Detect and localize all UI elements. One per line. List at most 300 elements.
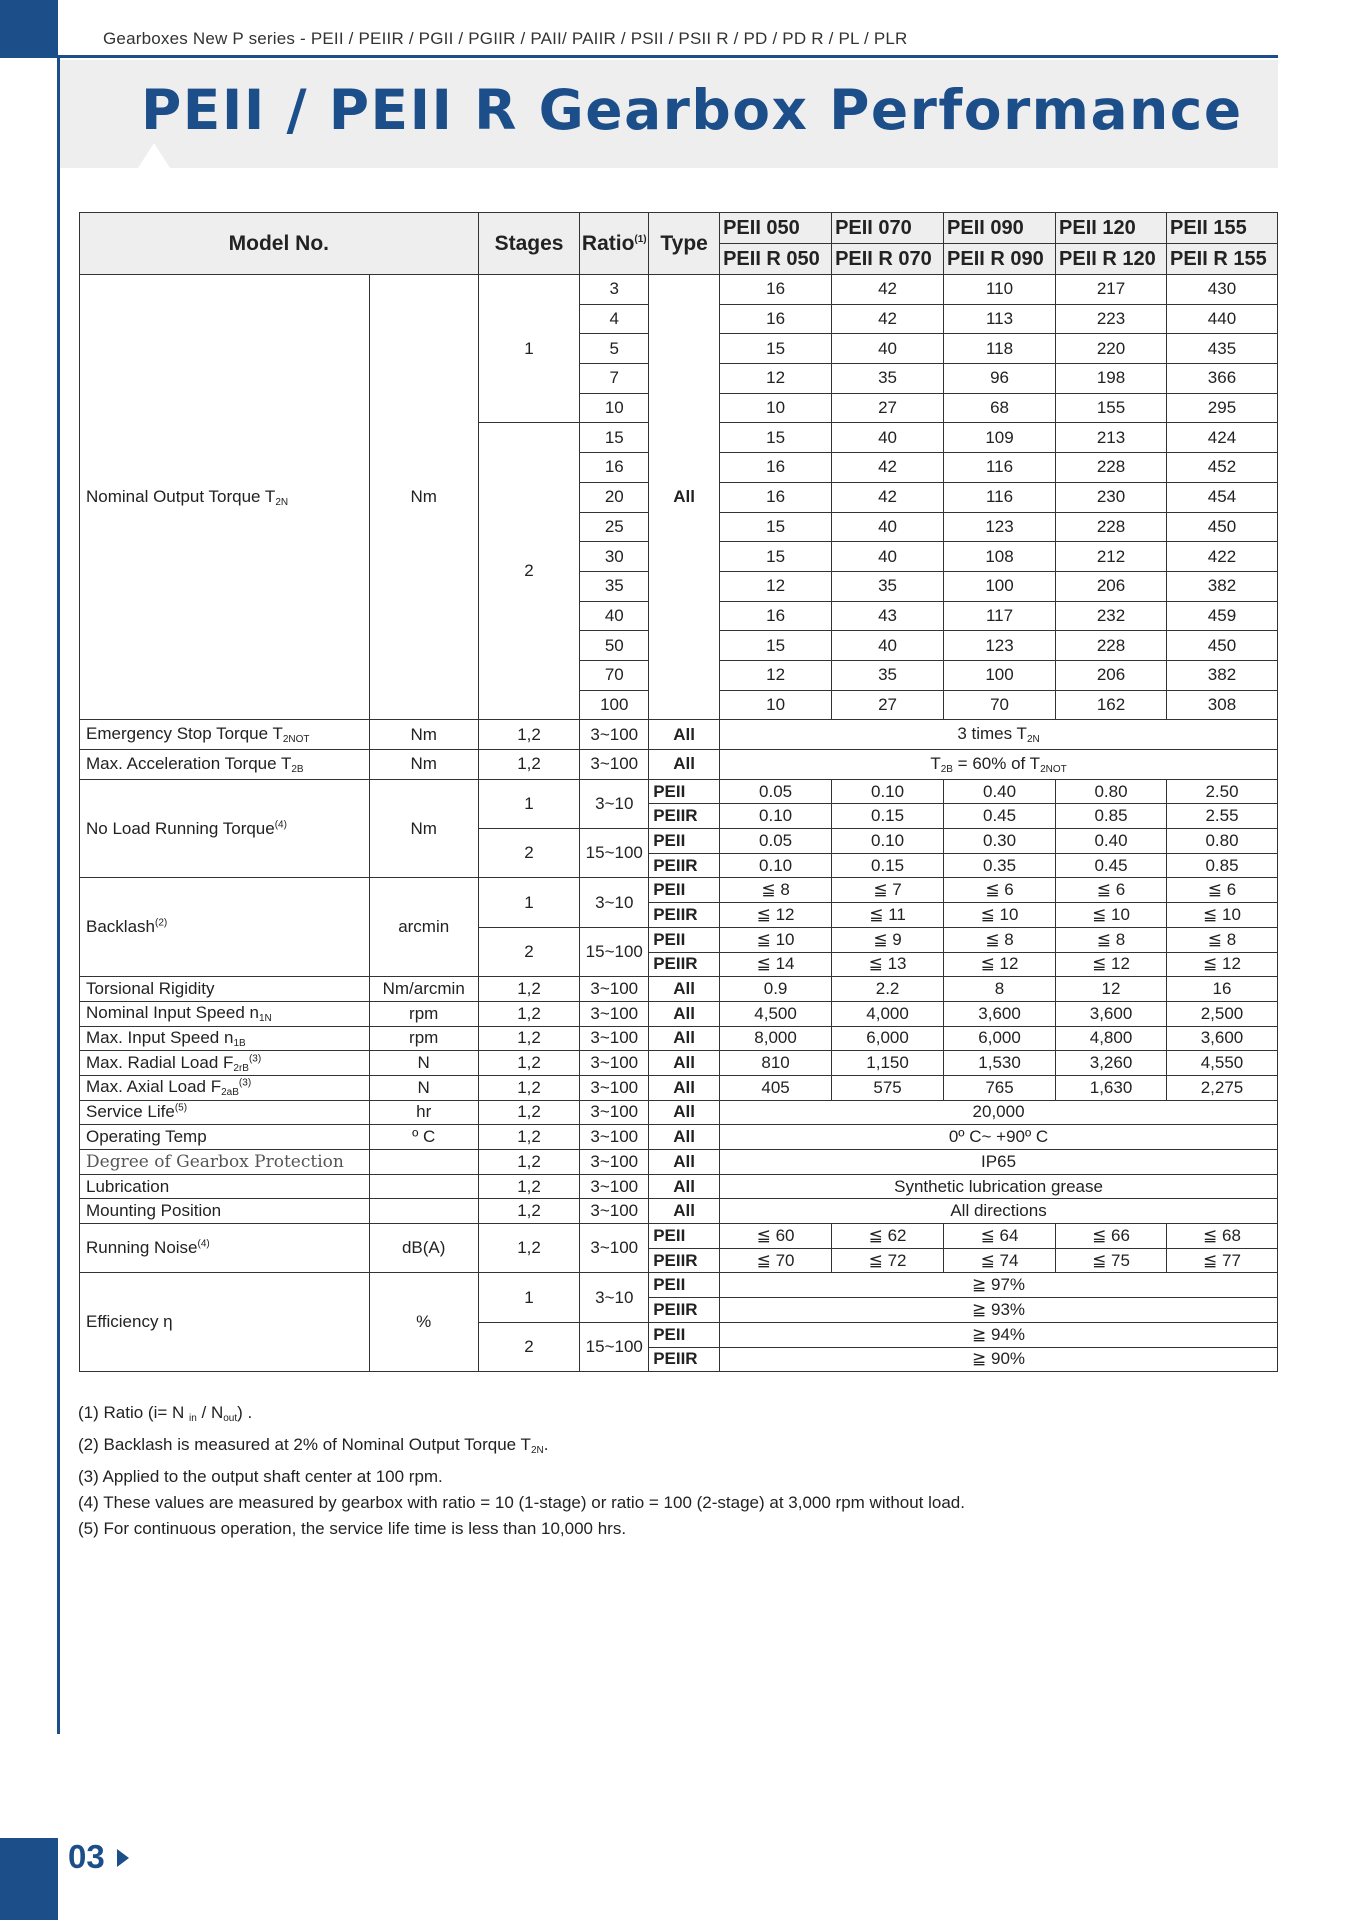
stage-cell	[478, 1150, 580, 1175]
type-text: All	[673, 1102, 695, 1122]
cell-value: 40	[878, 427, 898, 447]
header-model-bottom: PEII R 155	[1166, 244, 1277, 275]
noise-value	[720, 1224, 832, 1249]
type-text: PEII	[653, 929, 686, 949]
cell-value: 3,600	[1200, 1028, 1244, 1048]
row-label: No Load Running Torque	[86, 818, 275, 838]
stage-text: 1,2	[517, 1028, 541, 1048]
footnote-1-text-b: / N	[196, 1403, 224, 1422]
span-value: ≧ 93%	[972, 1299, 1026, 1319]
spec-label	[80, 1100, 370, 1125]
ratio-text: 3~10	[595, 793, 634, 813]
cell-value: 454	[1207, 487, 1237, 507]
noload-value	[1056, 853, 1167, 878]
ratio-cell	[580, 750, 649, 780]
noload-value	[832, 779, 944, 804]
nominal-value	[1056, 423, 1167, 453]
label-no-load-running-torque	[80, 779, 370, 878]
cell-value: 42	[878, 457, 898, 477]
nominal-value	[720, 423, 832, 453]
header-stages: Stages	[478, 213, 580, 275]
type-text: PEIIR	[653, 954, 698, 974]
table-row	[80, 1273, 1278, 1298]
nominal-value	[720, 393, 832, 423]
spec-value	[944, 1026, 1056, 1051]
noload-value	[944, 829, 1056, 854]
cell-value: 12	[766, 665, 786, 685]
stage-cell	[478, 750, 580, 780]
unit-text: N	[417, 1077, 430, 1097]
ratio-cell	[580, 393, 649, 423]
backlash-value	[944, 952, 1056, 977]
table-row	[80, 1224, 1278, 1249]
cell-value: 206	[1096, 576, 1126, 596]
noload-value	[1056, 804, 1167, 829]
type-cell	[649, 952, 720, 977]
ratio-cell	[580, 690, 649, 720]
cell-value: 27	[878, 398, 898, 418]
nominal-value	[1166, 571, 1277, 601]
span-value: All directions	[950, 1201, 1047, 1221]
ratio-cell	[580, 1001, 649, 1026]
row-label: Backlash	[86, 917, 155, 937]
cell-value: ≦ 77	[1203, 1250, 1241, 1270]
ratio-text: 70	[604, 665, 624, 685]
stage-text: 1,2	[517, 1201, 541, 1221]
row-label: Operating Temp	[86, 1127, 207, 1147]
ratio-text: 30	[604, 546, 624, 566]
cell-value: 100	[985, 576, 1014, 596]
cell-value: ≦ 8	[1207, 929, 1237, 949]
ratio-cell	[580, 779, 649, 828]
header-model-bottom: PEII R 120	[1056, 244, 1167, 275]
noise-value	[1166, 1248, 1277, 1273]
type-text: All	[673, 754, 695, 774]
span-value: T	[930, 753, 941, 773]
unit-cell	[369, 779, 478, 878]
type-cell	[649, 1199, 720, 1224]
span-value-sub: 2B	[940, 763, 953, 775]
cell-value: 382	[1207, 665, 1237, 685]
cell-value: ≦ 12	[1203, 954, 1241, 974]
cell-value: ≦ 74	[980, 1250, 1019, 1270]
ratio-text: 3~100	[590, 1053, 639, 1073]
stage-text: 1,2	[517, 1077, 541, 1097]
cell-value: 228	[1096, 635, 1126, 655]
cell-value: 162	[1096, 694, 1126, 714]
nominal-value	[1166, 304, 1277, 334]
cell-value: 295	[1207, 398, 1237, 418]
type-cell	[649, 1298, 720, 1323]
cell-value: 0.10	[871, 830, 905, 850]
unit-cell	[369, 1051, 478, 1076]
table-row	[80, 1026, 1278, 1051]
label-backlash	[80, 878, 370, 977]
cell-value: 0.45	[982, 806, 1017, 826]
cell-value: 220	[1096, 338, 1126, 358]
corner-block-top	[0, 0, 58, 58]
nominal-value	[720, 571, 832, 601]
ratio-text: 3~100	[590, 1003, 639, 1023]
cell-value: ≦ 72	[868, 1250, 907, 1270]
ratio-cell	[580, 720, 649, 750]
cell-value: 3,600	[978, 1003, 1021, 1023]
cell-value: 575	[873, 1077, 902, 1097]
backlash-value	[1056, 878, 1167, 903]
spec-value	[720, 1001, 832, 1026]
nominal-value	[1166, 660, 1277, 690]
row-label-note: (3)	[238, 1077, 252, 1089]
type-text: All	[673, 979, 695, 999]
cell-value: 40	[878, 635, 898, 655]
backlash-value	[944, 878, 1056, 903]
header-model-no: Model No.	[80, 213, 479, 275]
cell-value: 0.40	[1094, 830, 1128, 850]
type-cell	[649, 1051, 720, 1076]
row-label-note: (5)	[174, 1102, 188, 1114]
cell-value: 0.05	[759, 830, 793, 850]
unit-cell	[369, 720, 478, 750]
row-label-sub: 2rB	[233, 1062, 249, 1074]
footnote-4: (4) These values are measured by gearbox with ratio = 10 (1-stage) or ratio = 100 (2-stage) at 3,000 rpm without load.	[78, 1493, 965, 1512]
ratio-cell	[580, 927, 649, 976]
cell-value: ≦ 13	[868, 954, 907, 974]
cell-value: 405	[761, 1077, 790, 1097]
cell-value: 68	[990, 398, 1009, 418]
cell-value: ≦ 14	[756, 954, 795, 974]
footnote-3: (3) Applied to the output shaft center at 100 rpm.	[78, 1467, 443, 1486]
backlash-value	[944, 927, 1056, 952]
spec-value	[1166, 977, 1277, 1002]
type-cell	[649, 1075, 720, 1100]
type-text: All	[673, 1077, 695, 1097]
cell-value: 4,500	[754, 1003, 797, 1023]
cell-value: 3,260	[1089, 1053, 1133, 1073]
spec-value	[832, 1026, 944, 1051]
ratio-cell	[580, 631, 649, 661]
type-text: All	[673, 724, 695, 744]
nominal-value	[1166, 512, 1277, 542]
noload-value	[1166, 779, 1277, 804]
cell-value: 43	[878, 605, 898, 625]
cell-value: 1,630	[1089, 1077, 1133, 1097]
cell-value: ≦ 12	[980, 954, 1019, 974]
noise-value	[720, 1248, 832, 1273]
nominal-value	[1056, 334, 1167, 364]
nominal-value	[832, 482, 944, 512]
cell-value: 12	[766, 368, 786, 388]
spec-value	[944, 1075, 1056, 1100]
cell-value: ≦ 12	[1092, 954, 1130, 974]
unit-cell	[369, 275, 478, 720]
cell-value: 118	[985, 338, 1014, 358]
nominal-value	[1056, 453, 1167, 483]
footnote-2-sub: 2N	[530, 1445, 544, 1456]
cell-value: 109	[985, 427, 1014, 447]
cell-value: 4,550	[1200, 1053, 1244, 1073]
ratio-cell	[580, 977, 649, 1002]
spec-value	[1056, 1051, 1167, 1076]
unit-cell	[369, 1273, 478, 1372]
nominal-value	[832, 690, 944, 720]
nominal-value	[944, 660, 1056, 690]
cell-value: 0.80	[1205, 830, 1239, 850]
noise-value	[1056, 1224, 1167, 1249]
nominal-value	[832, 660, 944, 690]
cell-value: 16	[766, 605, 786, 625]
cell-value: 0.15	[871, 806, 905, 826]
cell-value: 6,000	[866, 1028, 909, 1048]
nominal-value	[944, 512, 1056, 542]
nominal-value	[1056, 482, 1167, 512]
type-text: PEIIR	[653, 904, 698, 924]
ratio-text: 100	[600, 694, 629, 714]
backlash-value	[720, 903, 832, 928]
unit-text: Nm	[410, 487, 437, 507]
unit-cell	[369, 977, 478, 1002]
nominal-value	[944, 423, 1056, 453]
type-text: PEII	[653, 781, 686, 801]
backlash-value	[1056, 952, 1167, 977]
cell-value: 0.85	[1205, 855, 1239, 875]
unit-cell	[369, 1075, 478, 1100]
noload-value	[944, 853, 1056, 878]
table-row	[80, 750, 1278, 780]
efficiency-value	[720, 1322, 1278, 1347]
cell-value: 15	[766, 427, 786, 447]
type-cell	[649, 977, 720, 1002]
stage-cell	[478, 829, 580, 878]
spec-value	[720, 1026, 832, 1051]
type-cell	[649, 779, 720, 804]
nominal-value	[720, 334, 832, 364]
cell-value: ≦ 7	[873, 880, 902, 900]
cell-value: 27	[878, 694, 898, 714]
cell-value: 10	[766, 398, 786, 418]
cell-value: 810	[761, 1053, 790, 1073]
type-text: PEII	[653, 1275, 686, 1295]
cell-value: 12	[766, 576, 786, 596]
cell-value: 0.05	[759, 781, 793, 801]
footnote-1-sub-in: in	[189, 1413, 197, 1424]
cell-value: 450	[1207, 635, 1237, 655]
stage-text: 1,2	[517, 1003, 541, 1023]
cell-value: ≦ 6	[1096, 880, 1126, 900]
spec-value	[720, 977, 832, 1002]
ratio-text: 3~100	[590, 1176, 639, 1196]
unit-text: N	[417, 1053, 430, 1073]
nominal-value	[720, 453, 832, 483]
noload-value	[832, 829, 944, 854]
footnote-5: (5) For continuous operation, the service life time is less than 10,000 hrs.	[78, 1519, 627, 1538]
row-label: Service Life	[86, 1102, 175, 1122]
spec-value	[944, 1001, 1056, 1026]
stage-text: 1,2	[517, 1176, 541, 1196]
type-cell	[649, 1322, 720, 1347]
nominal-value	[832, 453, 944, 483]
cell-value: ≦ 10	[756, 929, 795, 949]
spec-label	[80, 1075, 370, 1100]
cell-value: 2,275	[1200, 1077, 1244, 1097]
cell-value: 15	[766, 338, 786, 358]
ratio-text: 15~100	[585, 1337, 643, 1356]
ratio-text: 10	[604, 398, 624, 418]
footnote-1	[78, 1400, 965, 1432]
unit-text: Nm	[410, 724, 437, 744]
span-value: ≧ 94%	[972, 1324, 1026, 1344]
type-cell	[649, 1100, 720, 1125]
type-text: All	[673, 1151, 695, 1171]
cell-value: 228	[1096, 457, 1126, 477]
header-model-bottom: PEII R 070	[832, 244, 944, 275]
cell-value: 35	[878, 576, 898, 596]
cell-value: 70	[990, 694, 1009, 714]
cell-value: 117	[985, 605, 1014, 625]
cell-value: 430	[1207, 279, 1237, 299]
ratio-text: 15	[604, 427, 624, 447]
noload-value	[944, 804, 1056, 829]
cell-value: 232	[1096, 605, 1126, 625]
unit-cell	[369, 1199, 478, 1224]
type-cell	[649, 1347, 720, 1372]
span-value-cell	[720, 1199, 1278, 1224]
nominal-value	[832, 601, 944, 631]
noload-value	[944, 779, 1056, 804]
unit-cell	[369, 1026, 478, 1051]
cell-value: 223	[1096, 309, 1126, 329]
row-label: Efficiency η	[86, 1312, 173, 1332]
span-value-cell	[720, 1150, 1278, 1175]
spec-value	[944, 977, 1056, 1002]
unit-text: arcmin	[398, 917, 450, 937]
header-type: Type	[649, 213, 720, 275]
unit-text: Nm	[410, 754, 437, 774]
table-header	[80, 213, 1278, 275]
cell-value: 0.35	[982, 855, 1017, 875]
cell-value: 0.10	[871, 781, 905, 801]
unit-text: Nm/arcmin	[382, 979, 465, 999]
cell-value: ≦ 75	[1092, 1250, 1130, 1270]
row-label-sub: 2aB	[221, 1087, 239, 1099]
row-label: Nominal Input Speed n	[86, 1003, 259, 1023]
row-label-note: (2)	[154, 917, 168, 929]
ratio-cell	[580, 364, 649, 394]
label-nominal-output-torque	[80, 275, 370, 720]
nominal-value	[1166, 275, 1277, 305]
row-label: Max. Radial Load F	[86, 1052, 234, 1072]
nominal-value	[832, 364, 944, 394]
ratio-text: 35	[604, 576, 624, 596]
ratio-text: 3~100	[590, 754, 639, 774]
stage-cell	[478, 275, 580, 423]
stage-cell	[478, 1051, 580, 1076]
cell-value: 96	[990, 368, 1009, 388]
type-cell	[649, 1001, 720, 1026]
type-text: PEII	[653, 1324, 686, 1344]
header-ratio-note: (1)	[634, 233, 647, 245]
row-label-note: (4)	[274, 818, 287, 830]
cell-value: 0.40	[982, 781, 1017, 801]
row-label-sub: 1B	[233, 1037, 246, 1049]
nominal-value	[720, 690, 832, 720]
nominal-value	[832, 334, 944, 364]
cell-value: 4,000	[866, 1003, 909, 1023]
nominal-value	[720, 601, 832, 631]
table-row	[80, 977, 1278, 1002]
cell-value: 366	[1207, 368, 1237, 388]
stage-cell	[478, 878, 580, 927]
cell-value: 6,000	[978, 1028, 1021, 1048]
cell-value: 8	[994, 979, 1005, 999]
nominal-value	[1056, 660, 1167, 690]
spec-value	[832, 1051, 944, 1076]
footnote-2-text: (2) Backlash is measured at 2% of Nominal Output Torque T	[78, 1435, 531, 1454]
header-model-top: PEII 050	[720, 213, 832, 244]
spec-label	[80, 1125, 370, 1150]
ratio-cell	[580, 1100, 649, 1125]
nominal-value	[1056, 512, 1167, 542]
noise-value	[1056, 1248, 1167, 1273]
noise-value	[944, 1248, 1056, 1273]
span-value: ≧ 90%	[972, 1349, 1026, 1369]
ratio-text: 3~100	[590, 1238, 639, 1258]
header-ratio-label: Ratio	[581, 231, 635, 255]
type-text: All	[673, 1003, 695, 1023]
type-text: PEIIR	[653, 855, 698, 875]
noise-value	[832, 1248, 944, 1273]
cell-value: ≦ 11	[869, 904, 906, 924]
stage-cell	[478, 1224, 580, 1273]
cell-value: 2.55	[1205, 806, 1239, 826]
stage-text: 1	[524, 338, 534, 358]
ratio-text: 3~100	[590, 979, 639, 999]
cell-value: 42	[878, 309, 898, 329]
cell-value: ≦ 64	[980, 1225, 1019, 1245]
ratio-cell	[580, 542, 649, 572]
title-notch	[138, 143, 170, 168]
cell-value: 108	[985, 546, 1014, 566]
footnote-1-text: (1) Ratio (i= N	[78, 1403, 189, 1422]
unit-cell	[369, 1001, 478, 1026]
table-row	[80, 275, 1278, 305]
table-row	[80, 878, 1278, 903]
cell-value: 228	[1096, 516, 1126, 536]
header-ratio	[580, 213, 649, 275]
row-label-sub: 2N	[275, 496, 289, 508]
cell-value: 40	[878, 546, 898, 566]
spec-value	[720, 1051, 832, 1076]
cell-value: 422	[1207, 546, 1237, 566]
stage-cell	[478, 1100, 580, 1125]
stage-cell	[478, 1322, 580, 1371]
cell-value: 213	[1096, 427, 1126, 447]
ratio-cell	[580, 1150, 649, 1175]
cell-value: 308	[1207, 694, 1237, 714]
type-cell	[649, 1273, 720, 1298]
row-label: Lubrication	[86, 1176, 170, 1196]
nominal-value	[720, 542, 832, 572]
header-model-top: PEII 155	[1166, 213, 1277, 244]
table-row	[80, 1125, 1278, 1150]
table-row	[80, 779, 1278, 804]
noload-value	[1056, 779, 1167, 804]
stage-cell	[478, 720, 580, 750]
cell-value: 4,800	[1089, 1028, 1133, 1048]
unit-cell	[369, 1150, 478, 1175]
row-label-sub: 1N	[258, 1013, 272, 1025]
type-text: PEIIR	[653, 806, 698, 826]
ratio-text: 3~100	[590, 1151, 639, 1171]
